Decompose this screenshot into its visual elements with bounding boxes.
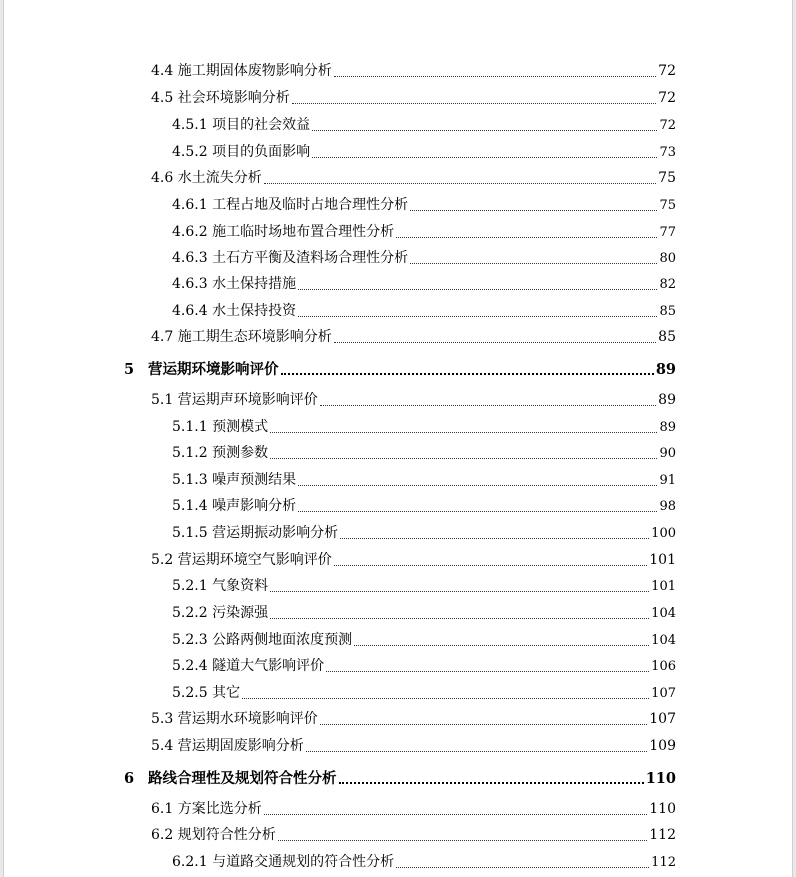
toc-page-number: 106 (651, 659, 676, 674)
toc-page-number: 90 (659, 446, 676, 461)
dot-leader (312, 157, 657, 158)
toc-entry-title: 6.2.1 与道路交通规划的符合性分析 (172, 854, 395, 870)
toc-entry[interactable] (151, 731, 676, 755)
dot-leader (298, 511, 657, 512)
toc-entry-label (172, 472, 296, 489)
table-of-contents (4, 0, 794, 877)
toc-page-number: 107 (651, 686, 676, 701)
toc-page-number: 91 (659, 473, 676, 488)
toc-entry-title: 4.6 水土流失分析 (151, 170, 262, 186)
toc-page-number: 110 (649, 801, 676, 817)
toc-page-number: 112 (651, 855, 676, 870)
toc-entry[interactable] (151, 794, 676, 818)
toc-entry[interactable] (172, 678, 676, 702)
toc-entry[interactable] (172, 518, 676, 542)
toc-entry-label (172, 117, 310, 134)
document-page (3, 0, 793, 877)
toc-entry[interactable] (124, 354, 676, 378)
toc-entry-title: 4.6.2 施工临时场地布置合理性分析 (172, 224, 395, 240)
toc-entry-title: 5.3 营运期水环境影响评价 (151, 711, 318, 727)
toc-entry[interactable] (172, 243, 676, 267)
toc-entry-label (172, 445, 268, 462)
toc-entry[interactable] (172, 412, 676, 436)
toc-page-number: 100 (651, 526, 676, 541)
toc-entry-title: 5.2.5 其它 (172, 685, 241, 701)
chapter-number: 5 (124, 361, 135, 378)
toc-entry-label (172, 419, 268, 436)
toc-page-number: 104 (651, 633, 676, 648)
toc-page-number: 112 (649, 827, 676, 843)
toc-entry-title: 5.1.4 噪声影响分析 (172, 498, 297, 514)
dot-leader (270, 432, 657, 433)
toc-page-number: 75 (658, 170, 676, 186)
toc-entry-title: 营运期环境影响评价 (148, 361, 279, 378)
toc-entry-title: 4.5 社会环境影响分析 (151, 90, 290, 106)
toc-entry-label (151, 90, 290, 107)
toc-entry-label (151, 711, 318, 728)
dot-leader (340, 538, 649, 539)
toc-entry-label (151, 738, 304, 755)
toc-entry[interactable] (172, 491, 676, 515)
toc-page-number: 72 (659, 118, 676, 133)
dot-leader (281, 373, 654, 375)
toc-entry[interactable] (151, 322, 676, 346)
toc-entry[interactable] (172, 110, 676, 134)
toc-entry-label (172, 144, 310, 161)
toc-entry-title: 5.4 营运期固废影响分析 (151, 738, 304, 754)
toc-entry[interactable] (172, 217, 676, 241)
toc-page-number: 101 (651, 579, 676, 594)
toc-entry[interactable] (151, 704, 676, 728)
dot-leader (312, 130, 657, 131)
dot-leader (298, 316, 657, 317)
toc-entry-label (172, 224, 394, 241)
toc-entry-label (151, 63, 332, 80)
toc-entry[interactable] (151, 545, 676, 569)
toc-entry-label (151, 170, 262, 187)
toc-page-number: 77 (659, 225, 676, 240)
toc-entry-label (151, 827, 276, 844)
dot-leader (410, 263, 657, 264)
toc-entry-title: 6.2 规划符合性分析 (151, 827, 276, 843)
dot-leader (354, 645, 649, 646)
toc-entry-label (172, 303, 296, 320)
chapter-number: 6 (124, 770, 135, 787)
toc-page-number: 104 (651, 606, 676, 621)
toc-entry[interactable] (151, 163, 676, 187)
dot-leader (264, 183, 656, 184)
toc-entry[interactable] (172, 571, 676, 595)
toc-entry[interactable] (172, 438, 676, 462)
toc-page-number: 85 (658, 329, 676, 345)
toc-entry-title: 5.1.5 营运期振动影响分析 (172, 525, 339, 541)
toc-entry-label (172, 854, 394, 871)
toc-page-number: 75 (659, 198, 676, 213)
toc-entry-title: 4.6.3 水土保持措施 (172, 276, 297, 292)
toc-entry-title: 5.2.2 污染源强 (172, 605, 269, 621)
dot-leader (320, 724, 648, 725)
dot-leader (298, 485, 657, 486)
toc-page-number: 101 (649, 552, 676, 568)
toc-entry[interactable] (172, 651, 676, 675)
toc-entry-title: 6.1 方案比选分析 (151, 801, 262, 817)
toc-page-number: 80 (659, 251, 676, 266)
toc-entry-label (172, 658, 324, 675)
toc-page-number: 98 (659, 499, 676, 514)
dot-leader (264, 814, 648, 815)
toc-entry[interactable] (172, 190, 676, 214)
toc-entry[interactable] (172, 847, 676, 871)
toc-page-number: 72 (658, 63, 676, 79)
toc-page-number: 82 (659, 277, 676, 292)
toc-entry-label (172, 197, 408, 214)
toc-entry-label (172, 498, 296, 515)
dot-leader (242, 698, 649, 699)
toc-entry-title: 5.1.3 噪声预测结果 (172, 472, 297, 488)
toc-page-number: 110 (645, 770, 676, 787)
toc-entry-label (151, 801, 262, 818)
dot-leader (339, 782, 644, 784)
toc-entry-title: 5.2 营运期环境空气影响评价 (151, 552, 332, 568)
toc-entry[interactable] (172, 625, 676, 649)
toc-entry-title: 4.6.3 土石方平衡及渣料场合理性分析 (172, 250, 409, 266)
toc-entry-label (172, 525, 338, 542)
toc-entry-label (172, 605, 268, 622)
dot-leader (396, 867, 649, 868)
toc-entry-title: 5.2.3 公路两侧地面浓度预测 (172, 632, 353, 648)
toc-entry-label (151, 329, 332, 346)
toc-entry-title: 4.4 施工期固体废物影响分析 (151, 63, 332, 79)
toc-page-number: 89 (659, 420, 676, 435)
toc-entry[interactable] (151, 83, 676, 107)
toc-entry-label (172, 685, 240, 702)
toc-entry-label (151, 552, 332, 569)
toc-entry[interactable] (151, 56, 676, 80)
toc-entry-label (124, 361, 279, 378)
toc-entry[interactable] (172, 465, 676, 489)
toc-page-number: 89 (655, 361, 676, 378)
toc-entry[interactable] (172, 269, 676, 293)
toc-page-number: 72 (658, 90, 676, 106)
toc-entry-label (172, 276, 296, 293)
toc-entry-title: 5.1 营运期声环境影响评价 (151, 392, 318, 408)
toc-entry-title: 5.2.1 气象资料 (172, 578, 269, 594)
dot-leader (298, 289, 657, 290)
toc-entry-title: 路线合理性及规划符合性分析 (148, 770, 337, 787)
toc-entry[interactable] (124, 763, 676, 787)
toc-entry-label (172, 578, 268, 595)
toc-entry[interactable] (151, 820, 676, 844)
toc-entry[interactable] (172, 137, 676, 161)
toc-entry-title: 5.1.1 预测模式 (172, 419, 269, 435)
toc-entry-title: 4.5.2 项目的负面影响 (172, 144, 311, 160)
toc-entry-label (172, 632, 352, 649)
dot-leader (334, 76, 656, 77)
toc-entry-title: 4.5.1 项目的社会效益 (172, 117, 311, 133)
dot-leader (306, 751, 648, 752)
toc-entry-title: 5.1.2 预测参数 (172, 445, 269, 461)
toc-entry-label (124, 770, 337, 787)
toc-entry-title: 5.2.4 隧道大气影响评价 (172, 658, 325, 674)
toc-page-number: 89 (658, 392, 676, 408)
toc-entry[interactable] (172, 598, 676, 622)
toc-entry[interactable] (172, 296, 676, 320)
toc-entry[interactable] (151, 385, 676, 409)
dot-leader (270, 458, 657, 459)
toc-entry-label (172, 250, 408, 267)
dot-leader (334, 565, 648, 566)
dot-leader (396, 237, 657, 238)
dot-leader (270, 618, 649, 619)
toc-entry-title: 4.7 施工期生态环境影响分析 (151, 329, 332, 345)
toc-page-number: 73 (659, 145, 676, 160)
toc-entry-title: 4.6.1 工程占地及临时占地合理性分析 (172, 197, 409, 213)
toc-entry-label (151, 392, 318, 409)
toc-entry-title: 4.6.4 水土保持投资 (172, 303, 297, 319)
toc-page-number: 107 (649, 711, 676, 727)
dot-leader (278, 840, 648, 841)
toc-page-number: 109 (649, 738, 676, 754)
dot-leader (410, 210, 657, 211)
dot-leader (326, 671, 649, 672)
toc-page-number: 85 (659, 304, 676, 319)
dot-leader (320, 405, 656, 406)
dot-leader (270, 591, 649, 592)
dot-leader (292, 103, 656, 104)
dot-leader (334, 342, 656, 343)
